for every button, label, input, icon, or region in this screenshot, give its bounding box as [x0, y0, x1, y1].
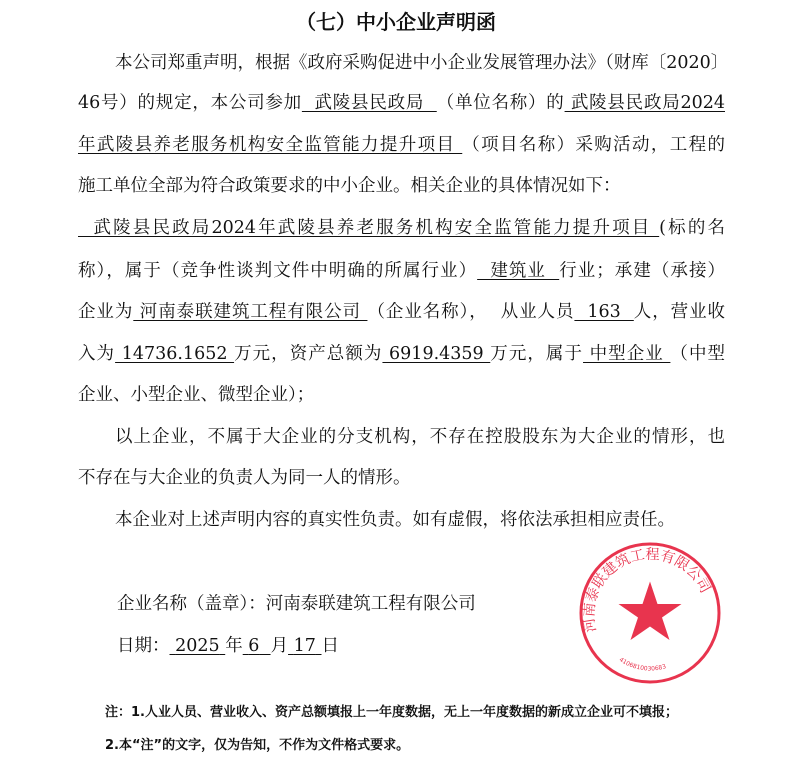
body-text: 46号）的规定，本公司参加: [78, 93, 302, 113]
filled-blank: 6919.4359: [382, 344, 491, 364]
body-text: 企业、小型企业、微型企业）；: [78, 385, 315, 405]
body-text: (标的名: [659, 218, 725, 238]
filled-blank: 14736.1652: [115, 344, 235, 364]
body-text: 本企业对上述声明内容的真实性负责。如有虚假，将依法承担相应责任。: [115, 510, 675, 530]
body-text: 企业为: [78, 302, 134, 322]
seal-star-icon: [619, 582, 682, 641]
filled-blank: 163: [574, 302, 634, 322]
body-line: [115, 52, 729, 74]
note-1: 注：1.人业人员、营业收入、资产总额填报上一年度数据，无上一年度数据的新成立企业可不填报；: [105, 705, 678, 720]
body-line: [78, 92, 725, 114]
filled-blank: 河南泰联建筑工程有限公司: [133, 302, 368, 322]
body-line: [78, 134, 725, 156]
date-label: 日期：: [117, 636, 170, 656]
year-unit: 年: [225, 636, 243, 656]
company-seal: [575, 538, 725, 688]
body-text: 人，营业收: [633, 302, 726, 322]
company-name: 河南泰联建筑工程有限公司: [265, 594, 476, 614]
body-line: [115, 426, 725, 448]
body-text: 行业；承建（承接）: [559, 261, 726, 281]
body-line: [115, 509, 725, 531]
month-unit: 月: [270, 636, 289, 656]
seal-code: 4106810030683: [617, 656, 667, 673]
body-text: 不存在与大企业的负责人为同一人的情形。: [78, 468, 411, 488]
date-day: 17: [293, 636, 316, 656]
filled-blank: 武陵县民政局: [301, 93, 437, 113]
date-month: 6: [248, 636, 260, 656]
body-text: 以上企业，不属于大企业的分支机构，不存在控股股东为大企业的情形，也: [115, 427, 725, 447]
body-line: [78, 260, 725, 282]
note-2: 2.本“注”的文字，仅为告知，不作为文件格式要求。: [105, 738, 410, 753]
date-year: 2025: [175, 636, 220, 656]
body-text: （单位名称）的: [436, 93, 565, 113]
body-text: 万元，资产总额为: [234, 344, 383, 364]
filled-blank: 武陵县民政局2024年武陵县养老服务机构安全监管能力提升项目: [78, 218, 660, 238]
body-line: [78, 301, 725, 323]
filled-blank: 年武陵县养老服务机构安全监管能力提升项目: [78, 135, 463, 155]
body-text: 称），属于（竞争性谈判文件中明确的所属行业）: [78, 261, 478, 281]
company-label: 企业名称（盖章）：: [117, 594, 266, 614]
body-line: [78, 217, 725, 239]
body-text: 万元，属于: [490, 344, 584, 364]
date-line: [117, 635, 339, 657]
body-line: [78, 384, 725, 406]
body-text: 入为: [78, 344, 116, 364]
day-unit: 日: [321, 636, 339, 656]
body-text: （企业名称）， 从业人员: [367, 302, 575, 322]
body-line: [78, 175, 725, 197]
body-text: （项目名称）采购活动，工程的: [462, 135, 726, 155]
body-text: 本公司郑重声明，根据《政府采购促进中小企业发展管理办法》（财库〔2020〕: [115, 53, 729, 73]
seal-text: 河南泰联建筑工程有限公司: [581, 546, 714, 634]
body-text: 施工单位全部为符合政策要求的中小企业。相关企业的具体情况如下：: [78, 176, 621, 196]
page-title: （七）中小企业声明函: [296, 10, 496, 34]
body-text: （中型: [670, 344, 726, 364]
filled-blank: 中型企业: [583, 344, 671, 364]
body-line: [78, 343, 725, 365]
filled-blank: 武陵县民政局2024: [564, 93, 725, 113]
body-line: [78, 467, 725, 489]
filled-blank: 建筑业: [477, 261, 560, 281]
company-signature-line: [117, 593, 476, 615]
